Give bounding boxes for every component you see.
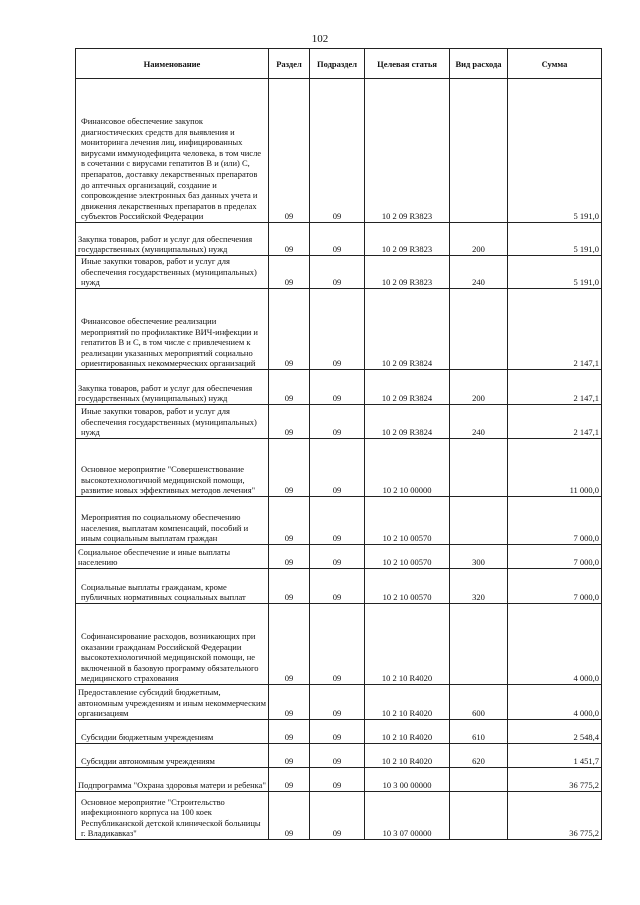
table-row	[76, 604, 602, 685]
table-row	[76, 545, 602, 569]
table-row	[76, 405, 602, 439]
table-row	[76, 744, 602, 768]
row-name: Закупка товаров, работ и услуг для обеспечения государственных (муниципальных) нужд	[76, 370, 269, 405]
row-amount: 4 000,0	[508, 604, 602, 685]
row-target: 10 2 09 R3824	[365, 289, 450, 370]
row-type: 610	[450, 720, 508, 744]
table-row	[76, 569, 602, 604]
table-row	[76, 256, 602, 289]
row-section: 09	[269, 768, 310, 792]
row-type	[450, 439, 508, 497]
row-name: Иные закупки товаров, работ и услуг для обеспечения государственных (муниципальных) нужд	[76, 405, 269, 439]
row-name: Софинансирование расходов, возникающих при оказании гражданам Российской Федерации высокотехнологичной медицинской помощи, не включенной в базовую программу обязательного медицинского страхования	[76, 604, 269, 685]
row-name: Основное мероприятие "Строительство инфекционного корпуса на 100 коек Республиканской детской клинической больницы г. Владикавказ"	[76, 792, 269, 840]
row-subsection: 09	[310, 545, 365, 569]
row-type	[450, 768, 508, 792]
row-section: 09	[269, 720, 310, 744]
row-amount: 7 000,0	[508, 497, 602, 545]
row-target: 10 3 00 00000	[365, 768, 450, 792]
row-subsection: 09	[310, 289, 365, 370]
table-row	[76, 223, 602, 256]
row-name: Социальное обеспечение и иные выплаты населению	[76, 545, 269, 569]
row-subsection: 09	[310, 439, 365, 497]
row-type: 200	[450, 223, 508, 256]
row-target: 10 2 09 R3823	[365, 223, 450, 256]
table-row	[76, 685, 602, 720]
row-target: 10 2 09 R3823	[365, 79, 450, 223]
row-type	[450, 79, 508, 223]
row-target: 10 3 07 00000	[365, 792, 450, 840]
row-section: 09	[269, 439, 310, 497]
row-type	[450, 289, 508, 370]
row-type: 320	[450, 569, 508, 604]
row-target: 10 2 09 R3823	[365, 256, 450, 289]
row-amount: 4 000,0	[508, 685, 602, 720]
row-name: Мероприятия по социальному обеспечению населения, выплатам компенсаций, пособий и иным социальным выплатам граждан	[76, 497, 269, 545]
row-target: 10 2 10 R4020	[365, 744, 450, 768]
row-target: 10 2 10 00570	[365, 569, 450, 604]
row-type	[450, 497, 508, 545]
row-amount: 5 191,0	[508, 223, 602, 256]
row-subsection: 09	[310, 497, 365, 545]
row-section: 09	[269, 405, 310, 439]
row-subsection: 09	[310, 405, 365, 439]
row-amount: 7 000,0	[508, 545, 602, 569]
row-subsection: 09	[310, 768, 365, 792]
row-section: 09	[269, 569, 310, 604]
header-section: Раздел	[269, 49, 310, 79]
row-subsection: 09	[310, 744, 365, 768]
row-section: 09	[269, 289, 310, 370]
table-row	[76, 768, 602, 792]
row-target: 10 2 09 R3824	[365, 370, 450, 405]
row-name: Иные закупки товаров, работ и услуг для обеспечения государственных (муниципальных) нужд	[76, 256, 269, 289]
row-target: 10 2 10 00000	[365, 439, 450, 497]
row-amount: 2 548,4	[508, 720, 602, 744]
table-row	[76, 370, 602, 405]
row-subsection: 09	[310, 223, 365, 256]
row-amount: 11 000,0	[508, 439, 602, 497]
table-row	[76, 289, 602, 370]
row-name: Подпрограмма "Охрана здоровья матери и ребенка"	[76, 768, 269, 792]
row-target: 10 2 10 R4020	[365, 685, 450, 720]
row-name: Финансовое обеспечение закупок диагностических средств для выявления и мониторинга лечения лиц, инфицированных вирусами иммунодефицита человека, в том числе в сочетании с вирусами гепатитов В и (или) С, препаратов, доставку лекарственных препаратов до аптечных организаций, создание и сопровождение электронных баз данных учета и движения лекарственных препаратов в пределах субъектов Российской Федерации	[76, 79, 269, 223]
row-name: Предоставление субсидий бюджетным, автономным учреждениям и иным некоммерческим организациям	[76, 685, 269, 720]
row-subsection: 09	[310, 569, 365, 604]
row-amount: 36 775,2	[508, 792, 602, 840]
row-type: 200	[450, 370, 508, 405]
row-section: 09	[269, 545, 310, 569]
row-type	[450, 792, 508, 840]
table-row	[76, 720, 602, 744]
row-amount: 1 451,7	[508, 744, 602, 768]
row-amount: 2 147,1	[508, 405, 602, 439]
row-type: 240	[450, 405, 508, 439]
row-section: 09	[269, 792, 310, 840]
row-type: 600	[450, 685, 508, 720]
row-subsection: 09	[310, 370, 365, 405]
row-subsection: 09	[310, 256, 365, 289]
row-subsection: 09	[310, 79, 365, 223]
header-name: Наименование	[76, 49, 269, 79]
row-subsection: 09	[310, 604, 365, 685]
row-target: 10 2 10 R4020	[365, 604, 450, 685]
row-name: Социальные выплаты гражданам, кроме публичных нормативных социальных выплат	[76, 569, 269, 604]
table-header-row	[76, 49, 602, 79]
row-section: 09	[269, 79, 310, 223]
row-target: 10 2 10 00570	[365, 497, 450, 545]
row-subsection: 09	[310, 720, 365, 744]
row-amount: 2 147,1	[508, 370, 602, 405]
row-name: Закупка товаров, работ и услуг для обеспечения государственных (муниципальных) нужд	[76, 223, 269, 256]
row-target: 10 2 10 00570	[365, 545, 450, 569]
header-amount: Сумма	[508, 49, 602, 79]
row-target: 10 2 10 R4020	[365, 720, 450, 744]
row-section: 09	[269, 256, 310, 289]
row-section: 09	[269, 223, 310, 256]
table-row	[76, 792, 602, 840]
budget-table	[75, 48, 602, 840]
row-name: Финансовое обеспечение реализации мероприятий по профилактике ВИЧ-инфекции и гепатитов В и С, в том числе с привлечением к реализации указанных мероприятий социально ориентированных некоммерческих организаций	[76, 289, 269, 370]
header-target: Целевая статья	[365, 49, 450, 79]
row-target: 10 2 09 R3824	[365, 405, 450, 439]
row-amount: 36 775,2	[508, 768, 602, 792]
header-subsection: Подраздел	[310, 49, 365, 79]
row-name: Субсидии бюджетным учреждениям	[76, 720, 269, 744]
row-amount: 5 191,0	[508, 79, 602, 223]
row-amount: 2 147,1	[508, 289, 602, 370]
row-type: 620	[450, 744, 508, 768]
table-row	[76, 79, 602, 223]
row-section: 09	[269, 370, 310, 405]
row-section: 09	[269, 497, 310, 545]
table-row	[76, 497, 602, 545]
row-type: 300	[450, 545, 508, 569]
row-section: 09	[269, 744, 310, 768]
row-section: 09	[269, 685, 310, 720]
page-number: 102	[311, 33, 329, 45]
row-name: Субсидии автономным учреждениям	[76, 744, 269, 768]
table-row	[76, 439, 602, 497]
row-subsection: 09	[310, 792, 365, 840]
row-subsection: 09	[310, 685, 365, 720]
row-type: 240	[450, 256, 508, 289]
row-section: 09	[269, 604, 310, 685]
row-type	[450, 604, 508, 685]
header-type: Вид расхода	[450, 49, 508, 79]
row-amount: 5 191,0	[508, 256, 602, 289]
row-name: Основное мероприятие "Совершенствование высокотехнологичной медицинской помощи, развитие новых эффективных методов лечения"	[76, 439, 269, 497]
row-amount: 7 000,0	[508, 569, 602, 604]
